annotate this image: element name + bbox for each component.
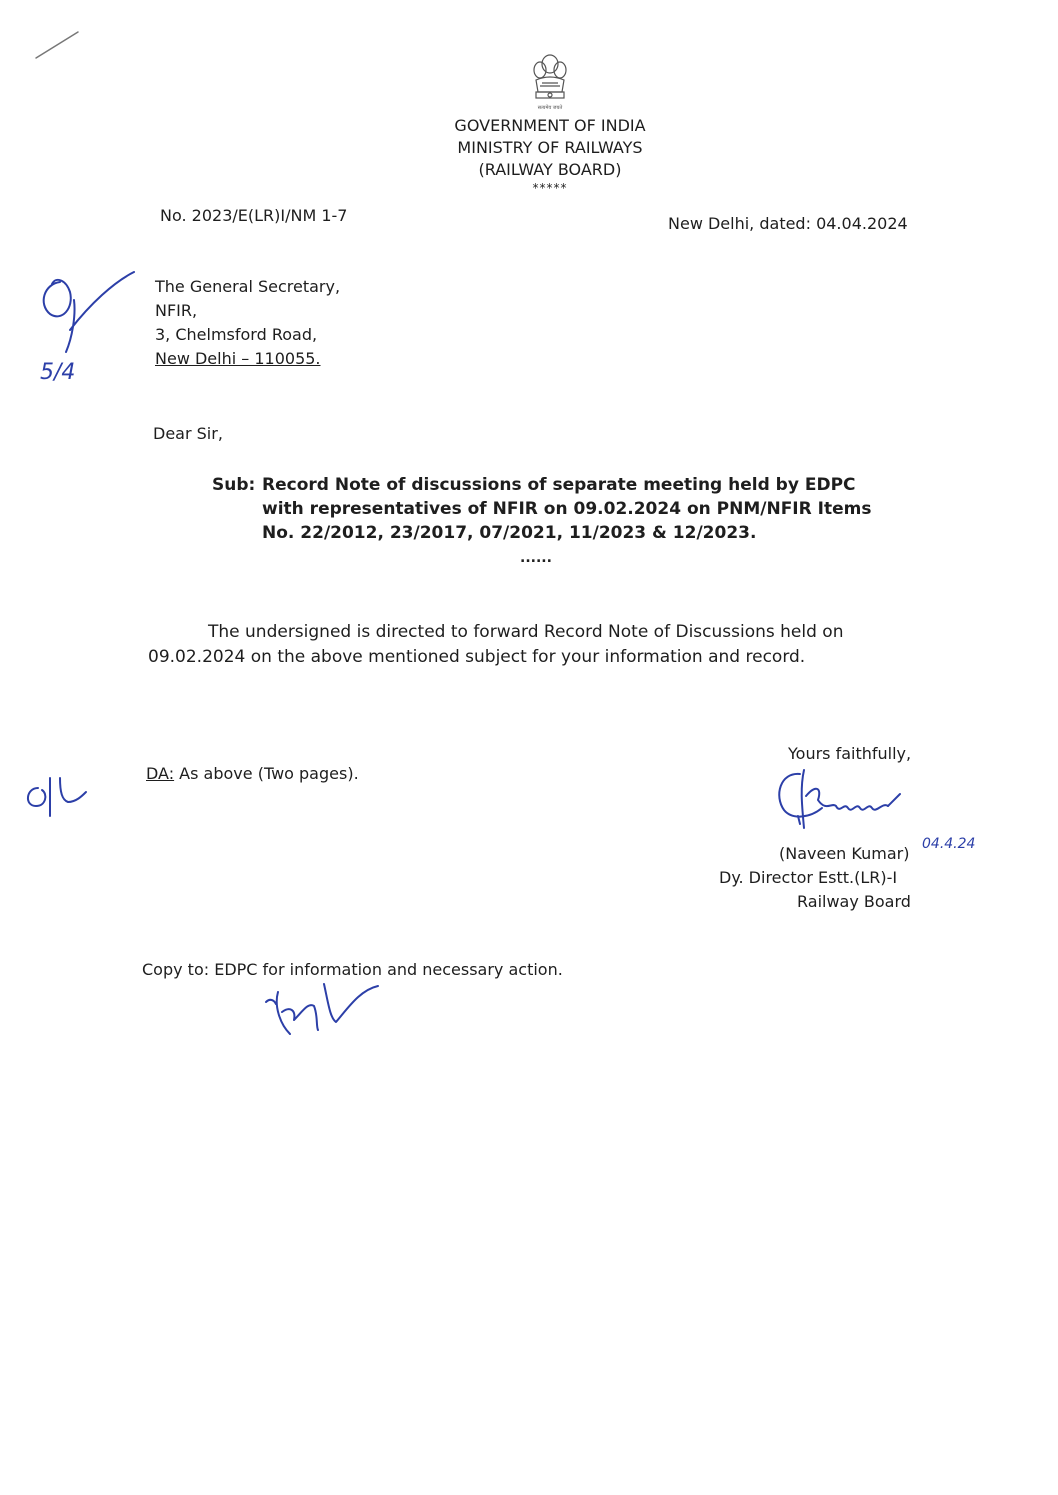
letterhead	[400, 115, 700, 195]
body-line-1: The undersigned is directed to forward Record Note of Discussions held on	[208, 622, 844, 642]
subject-line-2: with representatives of NFIR on 09.02.2024 on PNM/NFIR Items	[262, 499, 872, 519]
header-ministry: MINISTRY OF RAILWAYS	[457, 138, 643, 157]
salutation: Dear Sir,	[153, 424, 223, 443]
letter-date: New Delhi, dated: 04.04.2024	[668, 214, 908, 233]
signature	[770, 766, 940, 838]
copy-to: Copy to: EDPC for information and necessary action.	[142, 960, 563, 979]
handwritten-initials	[256, 972, 396, 1042]
header-stars: *****	[532, 181, 568, 195]
subject-line-1: Record Note of discussions of separate meeting held by EDPC	[262, 475, 856, 495]
reference-number: No. 2023/E(LR)I/NM 1-7	[160, 206, 348, 225]
margin-date-note: 5/4	[40, 360, 76, 385]
addressee-title: The General Secretary,	[155, 277, 341, 296]
addressee-org: NFIR,	[155, 301, 198, 320]
stray-pen-mark	[32, 28, 82, 62]
closing-yours-faithfully: Yours faithfully,	[788, 744, 912, 763]
addressee	[155, 275, 340, 371]
enclosure-text: As above (Two pages).	[174, 764, 359, 783]
signatory-name: (Naveen Kumar)	[779, 844, 910, 863]
subject-line-3: No. 22/2012, 23/2017, 07/2021, 11/2023 & 12/2023.	[262, 523, 757, 543]
header-government: GOVERNMENT OF INDIA	[454, 116, 646, 135]
addressee-city: New Delhi – 110055.	[155, 349, 321, 368]
enclosure	[146, 762, 359, 786]
signatory-office: Railway Board	[797, 892, 911, 911]
subject-dots: ......	[520, 550, 552, 566]
enclosure-label: DA:	[146, 764, 175, 783]
emblem-caption: सत्यमेव जयते	[537, 105, 563, 111]
addressee-street: 3, Chelmsford Road,	[155, 325, 318, 344]
signature-date-handwritten: 04.4.24	[922, 836, 976, 852]
state-emblem	[526, 50, 574, 112]
header-board: (RAILWAY BOARD)	[478, 160, 622, 179]
margin-initials-bottom	[18, 772, 98, 822]
signatory-designation: Dy. Director Estt.(LR)-I	[719, 868, 898, 887]
body-line-2: 09.02.2024 on the above mentioned subject for your information and record.	[148, 647, 806, 667]
subject-prefix: Sub:	[212, 475, 256, 495]
